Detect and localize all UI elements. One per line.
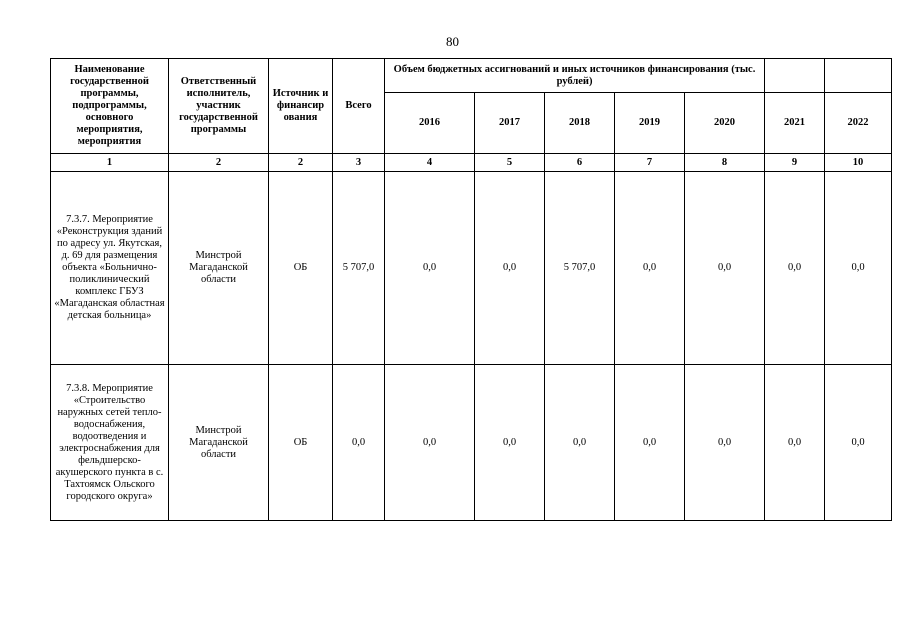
year-header: 2019 xyxy=(615,93,685,154)
responsible-executor: Минстрой Магаданской области xyxy=(169,365,269,521)
column-number: 10 xyxy=(825,154,892,172)
year-header: 2016 xyxy=(385,93,475,154)
column-number-row xyxy=(51,154,892,172)
column-number: 2 xyxy=(169,154,269,172)
year-value: 0,0 xyxy=(765,365,825,521)
column-number: 2 xyxy=(269,154,333,172)
year-value: 0,0 xyxy=(385,365,475,521)
column-number: 3 xyxy=(333,154,385,172)
column-number: 7 xyxy=(615,154,685,172)
header-name: Наименование государственной программы, подпрограммы, основного мероприятия, мероприятия xyxy=(51,59,169,154)
year-header: 2021 xyxy=(765,93,825,154)
year-value: 0,0 xyxy=(615,172,685,365)
year-value: 0,0 xyxy=(615,365,685,521)
header-empty-2 xyxy=(825,59,892,93)
column-number: 1 xyxy=(51,154,169,172)
column-number: 8 xyxy=(685,154,765,172)
year-header: 2018 xyxy=(545,93,615,154)
year-value: 0,0 xyxy=(825,365,892,521)
page-number: 80 xyxy=(446,34,459,49)
year-header: 2020 xyxy=(685,93,765,154)
header-empty-1 xyxy=(765,59,825,93)
year-value: 5 707,0 xyxy=(545,172,615,365)
year-value: 0,0 xyxy=(545,365,615,521)
header-source: Источник и финансир ования xyxy=(269,59,333,154)
year-value: 0,0 xyxy=(765,172,825,365)
column-number: 9 xyxy=(765,154,825,172)
column-number: 5 xyxy=(475,154,545,172)
year-header: 2017 xyxy=(475,93,545,154)
funding-source: ОБ xyxy=(269,172,333,365)
header-responsible: Ответственный исполнитель, участник государственной программы xyxy=(169,59,269,154)
column-number: 6 xyxy=(545,154,615,172)
header-total: Всего xyxy=(333,59,385,154)
year-value: 0,0 xyxy=(685,365,765,521)
year-value: 0,0 xyxy=(825,172,892,365)
budget-table xyxy=(50,58,892,521)
table-row xyxy=(51,172,892,365)
year-value: 0,0 xyxy=(385,172,475,365)
column-number: 4 xyxy=(385,154,475,172)
responsible-executor: Минстрой Магаданской области xyxy=(169,172,269,365)
year-value: 0,0 xyxy=(685,172,765,365)
total-value: 5 707,0 xyxy=(333,172,385,365)
year-header: 2022 xyxy=(825,93,892,154)
table-row xyxy=(51,365,892,521)
measure-name: 7.3.8. Мероприятие «Строительство наружных сетей тепло-водоснабжения, водоотведения и электроснабжения для фельдшерско-акушерского пункта в с. Тахтоямск Ольского городского округа» xyxy=(51,365,169,521)
year-value: 0,0 xyxy=(475,172,545,365)
total-value: 0,0 xyxy=(333,365,385,521)
header-volume: Объем бюджетных ассигнований и иных источников финансирования (тыс. рублей) xyxy=(385,59,765,93)
header-row xyxy=(51,59,892,93)
measure-name: 7.3.7. Мероприятие «Реконструкция зданий по адресу ул. Якутская, д. 69 для размещения объекта «Больнично-поликлинический комплекс ГБУЗ «Магаданская областная детская больница» xyxy=(51,172,169,365)
funding-source: ОБ xyxy=(269,365,333,521)
year-value: 0,0 xyxy=(475,365,545,521)
